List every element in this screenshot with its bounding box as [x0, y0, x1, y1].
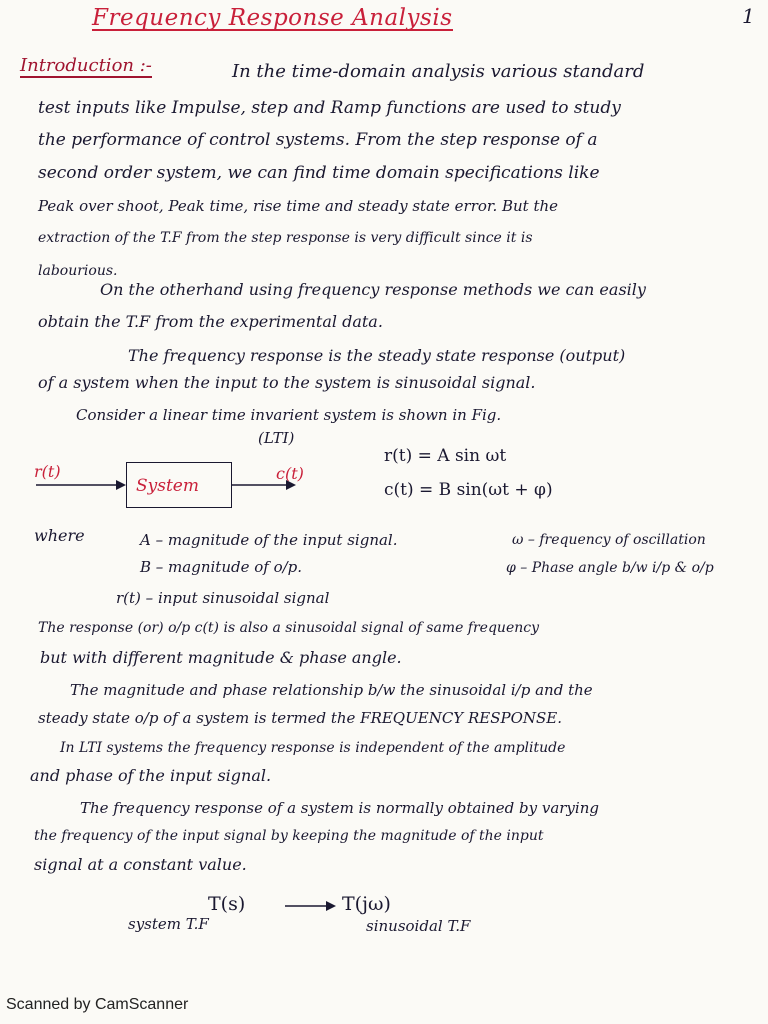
text-line: Consider a linear time invarient system is shown in Fig. — [76, 406, 502, 424]
text-line: steady state o/p of a system is termed the FREQUENCY RESPONSE. — [38, 709, 562, 727]
definition-item: B – magnitude of o/p. — [140, 558, 303, 576]
system-tf-label: system T.F — [128, 915, 209, 933]
page-number: 1 — [742, 4, 755, 28]
page-title: Frequency Response Analysis — [92, 5, 453, 31]
scanner-watermark: Scanned by CamScanner — [6, 996, 189, 1013]
text-line: labourious. — [38, 263, 118, 279]
text-line: In the time-domain analysis various standard — [232, 61, 645, 82]
text-line: The response (or) o/p c(t) is also a sinusoidal signal of same frequency — [38, 620, 539, 636]
text-line: signal at a constant value. — [34, 855, 247, 874]
output-signal-label: c(t) — [276, 464, 304, 483]
definition-item: r(t) – input sinusoidal signal — [116, 589, 330, 607]
input-equation: r(t) = A sin ωt — [384, 446, 507, 466]
input-signal-label: r(t) — [34, 462, 61, 481]
definition-item: A – magnitude of the input signal. — [140, 531, 398, 549]
sinusoidal-tf-label: sinusoidal T.F — [366, 917, 471, 935]
text-line: obtain the T.F from the experimental data. — [38, 312, 383, 331]
text-line: the performance of control systems. From the step response of a — [38, 130, 598, 150]
text-line: of a system when the input to the system is sinusoidal signal. — [38, 373, 536, 392]
text-line: The magnitude and phase relationship b/w the sinusoidal i/p and the — [70, 681, 593, 699]
system-tf: T(s) — [208, 893, 246, 915]
lti-label: (LTI) — [258, 429, 295, 447]
text-line: The frequency response is the steady state response (output) — [128, 346, 626, 365]
text-line: but with different magnitude & phase angle. — [40, 648, 402, 667]
text-line: the frequency of the input signal by keeping the magnitude of the input — [34, 828, 544, 844]
introduction-label: Introduction :- — [20, 55, 152, 76]
output-equation: c(t) = B sin(ωt + φ) — [384, 480, 553, 500]
system-block-label: System — [136, 476, 199, 496]
text-line: Peak over shoot, Peak time, rise time and steady state error. But the — [38, 197, 559, 215]
text-line: extraction of the T.F from the step response is very difficult since it is — [38, 230, 533, 246]
definition-item: ω – frequency of oscillation — [512, 532, 706, 548]
text-line: On the otherhand using frequency response methods we can easily — [100, 280, 646, 299]
text-line: second order system, we can find time domain specifications like — [38, 163, 600, 183]
text-line: and phase of the input signal. — [30, 766, 272, 785]
text-line: In LTI systems the frequency response is independent of the amplitude — [60, 740, 566, 756]
where-label: where — [34, 526, 85, 545]
definition-item: φ – Phase angle b/w i/p & o/p — [506, 560, 714, 576]
text-line: test inputs like Impulse, step and Ramp functions are used to study — [38, 98, 621, 118]
text-line: The frequency response of a system is normally obtained by varying — [80, 799, 599, 817]
sinusoidal-tf: T(jω) — [342, 893, 391, 915]
